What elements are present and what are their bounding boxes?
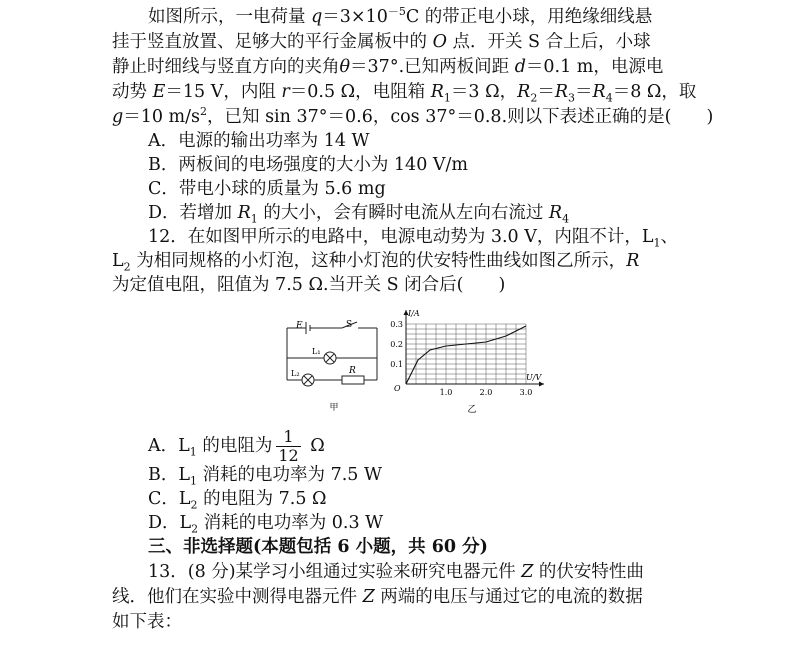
iu-graph [378,308,553,416]
label-s: S [346,320,353,330]
q11-option-d: D．若增加 $R_1$ 的大小，会有瞬时电流从左向右流过 $R_4$ [148,203,570,226]
resistor-r [342,376,364,384]
graph-axes [404,310,545,387]
q11-option-c: C．带电小球的质量为 5.6 mg [148,179,386,199]
label-r: R [349,366,356,376]
q12-option-c: C．$L_2$ 的电阻为 7.5 Ω [148,489,327,512]
q12-line-2: $L_2$ 为相同规格的小灯泡，这种小灯泡的伏安特性曲线如图乙所示，R [112,251,640,274]
q13-line-3: 如下表： [112,612,182,632]
q11-line-2: 挂于竖直放置、足够大的平行金属板中的 O 点．开关 S 合上后，小球 [112,32,651,52]
x-tick-label: 2.0 [479,388,493,397]
q11-option-a: A．电源的输出功率为 14 W [148,131,370,151]
label-l1: L₁ [312,347,321,356]
graph-grid [406,324,526,384]
q11-line-1: 如图所示，一电荷量 $q=3\times 10^{-5}C$ 的带正电小球，用绝缘细线悬 [148,5,653,27]
caption-yi: 乙 [467,405,477,415]
section-3-heading: 三、非选择题(本题包括 6 小题，共 60 分) [148,537,488,557]
circuit-diagram [282,318,382,413]
q13-line-1: 13．(8 分)某学习小组通过实验来研究电器元件 Z 的伏安特性曲 [148,562,644,582]
q12-option-a: A．$L_1$ 的电阻为 $\frac{1}{12}$ Ω [148,427,325,465]
axis-label-i: I/A [408,309,420,318]
q12-line-1: 12．在如图甲所示的电路中，电源电动势为 3.0 V，内阻不计，$L_1$、 [148,227,678,250]
q11-option-b: B．两板间的电场强度的大小为 140 V/m [148,155,469,175]
y-tick-label: 0.2 [390,340,403,349]
q12-line-3: 为定值电阻，阻值为 7.5 Ω.当开关 S 闭合后( ) [112,275,506,295]
y-tick-label: 0.3 [390,320,403,329]
caption-jia: 甲 [329,403,339,413]
x-tick-label: 1.0 [439,388,453,397]
label-l2: L₂ [291,369,300,378]
q11-line-4: 动势 E＝15 V，内阻 r＝0.5 Ω，电阻箱 $R_1=3$ Ω，$R_2=R_3=R_4=8$ Ω，取 [112,82,697,105]
q11-line-3: 静止时细线与竖直方向的夹角θ＝37°.已知两板间距 d＝0.1 m，电源电 [112,57,664,77]
fraction-1-12: $\frac{1}{12}$ [278,427,299,465]
q11-line-5: g＝10 $m/s^2$，已知 sin 37°＝0.6，cos 37°＝0.8.则以下表述正确的是( ) [112,105,714,127]
graph-ticks [390,320,532,397]
x-tick-label: 3.0 [519,388,533,397]
y-tick-label: 0.1 [390,360,403,369]
q12-option-b: B．$L_1$ 消耗的电功率为 7.5 W [148,465,382,488]
x-axis-arrow [539,382,544,387]
origin-label: O [394,384,401,393]
q12-option-d: D．$L_2$ 消耗的电功率为 0.3 W [148,513,384,536]
q13-line-2: 线．他们在实验中测得电器元件 Z 两端的电压与通过它的电流的数据 [112,587,643,607]
label-e: E [296,321,303,331]
axis-label-u: U/V [526,373,542,382]
